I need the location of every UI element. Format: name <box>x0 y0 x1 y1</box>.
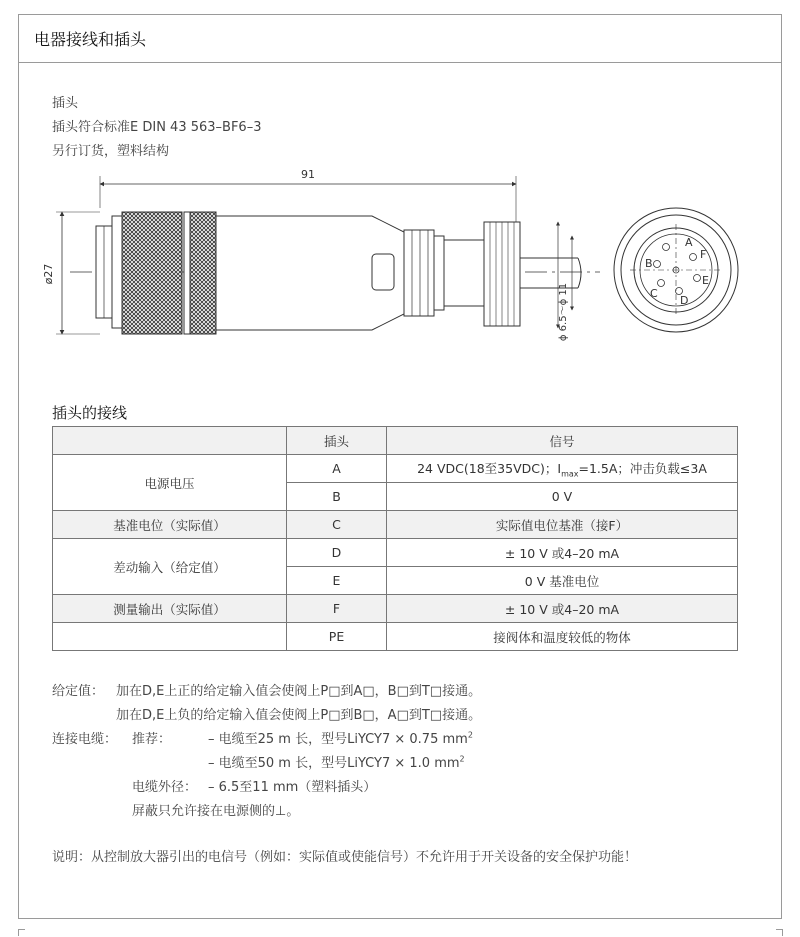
cable-diameter-label: ϕ 6.5～ϕ 11 <box>558 282 569 342</box>
pin-label-b: B <box>645 257 653 270</box>
group-measurement: 测量输出（实际值） <box>53 595 287 623</box>
pin-d: D <box>287 539 387 567</box>
outer-diameter-label: 电缆外径： <box>132 780 198 795</box>
pin-layout-view <box>614 208 738 332</box>
pin-label-a: A <box>685 236 693 249</box>
diameter-label: ø27 <box>42 263 55 285</box>
table-row <box>53 623 738 651</box>
table-row <box>53 511 738 539</box>
setpoint-label: 给定值： <box>52 684 105 699</box>
shield-note: 屏蔽只允许接在电源侧的⊥。 <box>132 804 300 819</box>
knurled-ring-1 <box>122 212 182 334</box>
cable-label: 连接电缆： <box>52 732 118 747</box>
table-row <box>53 539 738 567</box>
table-row <box>53 455 738 483</box>
table-title: 插头的接线 <box>52 404 128 422</box>
corner-mark-left <box>18 929 25 936</box>
cable-option-1: – 电缆至25 m 长，型号LiYCY7 × 0.75 $mm^2$ <box>208 730 473 747</box>
recommend-label: 推荐： <box>132 732 172 747</box>
pin-b: B <box>287 483 387 511</box>
pin-c: C <box>287 511 387 539</box>
length-label: 91 <box>301 168 315 181</box>
cable-option-2: – 电缆至50 m 长，型号LiYCY7 × 1.0 $mm^2$ <box>208 754 465 771</box>
pin-label-f: F <box>700 248 707 261</box>
signal-b: 0 V <box>387 483 738 511</box>
setpoint-note-1: 加在D,E上正的给定输入值会使阀上P□到A□，B□到T□接通。 <box>116 684 482 699</box>
group-reference: 基准电位（实际值） <box>53 511 287 539</box>
pin-label-d: D <box>680 294 689 307</box>
signal-e: 0 V 基准电位 <box>387 567 738 595</box>
pin-label-c: C <box>650 287 658 300</box>
signal-f: ± 10 V 或4–20 mA <box>387 595 738 623</box>
setpoint-note-2: 加在D,E上负的给定输入值会使阀上P□到B□，A□到T□接通。 <box>116 708 482 723</box>
table-header-row <box>53 427 738 455</box>
pin-label-e: E <box>702 274 709 287</box>
safety-remark: 说明：从控制放大器引出的电信号（例如：实际值或使能信号）不允许用于开关设备的安全保护功能！ <box>52 850 638 865</box>
section-title: 电器接线和插头 <box>34 30 147 49</box>
knurled-ring-2 <box>190 212 216 334</box>
pin-a: A <box>287 455 387 483</box>
corner-mark-right <box>776 929 783 936</box>
wiring-table <box>52 426 738 651</box>
header-cell-pin: 插头 <box>287 427 387 455</box>
signal-d: ± 10 V 或4–20 mA <box>387 539 738 567</box>
group-pe <box>53 623 287 651</box>
signal-pe: 接阀体和温度较低的物体 <box>387 623 738 651</box>
intro-line-2: 插头符合标准E DIN 43 563–BF6–3 <box>52 120 262 135</box>
header-cell-function <box>53 427 287 455</box>
intro-line-1: 插头 <box>52 96 79 111</box>
group-power: 电源电压 <box>53 455 287 511</box>
signal-a: 24 VDC(18至35VDC)；$I_{max}=1.5A$；冲击负载≤3A <box>387 455 738 483</box>
table-row <box>53 595 738 623</box>
plug-drawing <box>0 0 800 400</box>
group-differential: 差动输入（给定值） <box>53 539 287 595</box>
signal-c: 实际值电位基准（接F） <box>387 511 738 539</box>
pin-pe: PE <box>287 623 387 651</box>
pin-e: E <box>287 567 387 595</box>
pin-f: F <box>287 595 387 623</box>
header-cell-signal: 信号 <box>387 427 738 455</box>
outer-diameter-value: – 6.5至11 mm（塑料插头） <box>208 780 377 795</box>
intro-line-3: 另行订货，塑料结构 <box>52 144 170 159</box>
